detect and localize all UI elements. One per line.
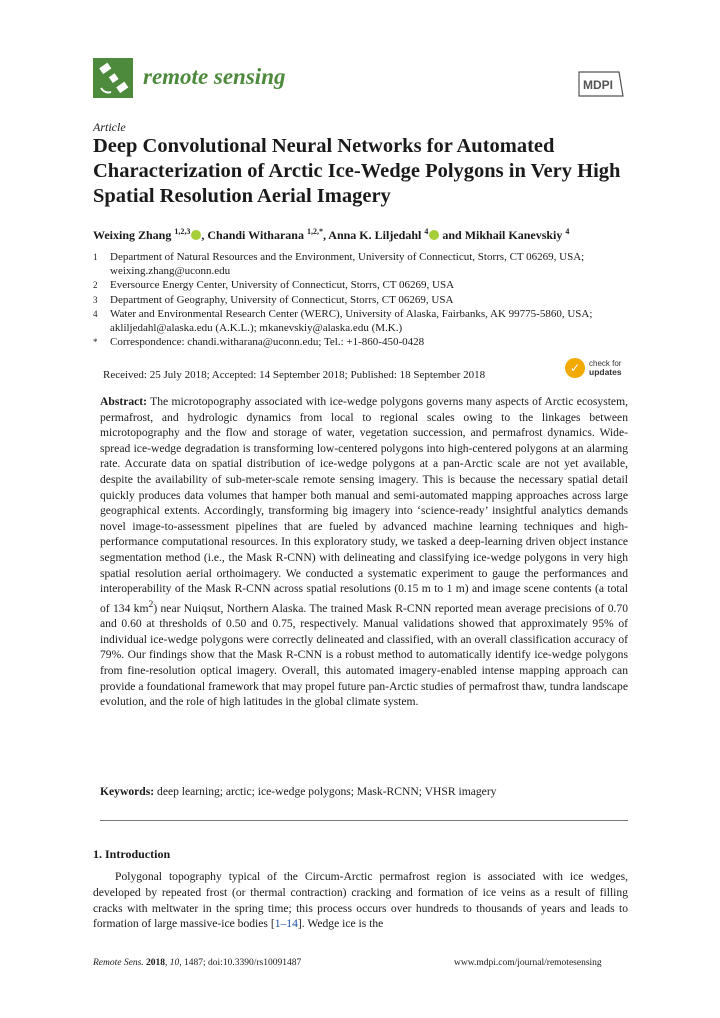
affiliation-text: Water and Environmental Research Center (WERC), University of Alaska, Fairbanks, AK 99775-5860, USA; akliljedahl@alaska.edu (A.K.L.); mkanevskiy@alaska.edu (M.K.)	[110, 307, 593, 335]
author-name: Mikhail Kanevskiy	[464, 228, 566, 242]
orcid-icon[interactable]	[191, 230, 201, 240]
footer-year: 2018	[146, 958, 166, 968]
author-list	[93, 227, 569, 243]
intro-text: Polygonal topography typical of the Circum-Arctic permafrost region is associated with ice wedges, developed by repeated frost (or thermal contraction) cracking and formation of ice veins as a result of filling cracks with meltwater in the spring time; this process occurs over hundreds to thousands of years and leads to formation of large massive-ice bodies [	[93, 870, 628, 931]
author-name: Chandi Witharana	[207, 228, 307, 242]
footer-journal: Remote Sens.	[93, 958, 144, 968]
citation-link[interactable]: 1–14	[274, 917, 298, 931]
author-separator: ,	[322, 228, 329, 242]
check-icon: ✓	[565, 358, 585, 378]
keywords-text: deep learning; arctic; ice-wedge polygons; Mask-RCNN; VHSR imagery	[157, 785, 497, 798]
author-name: Weixing Zhang	[93, 228, 175, 242]
keywords	[100, 785, 628, 798]
paper-title: Deep Convolutional Neural Networks for Automated Characterization of Arctic Ice-Wedge Polygons in Very High Spatial Resolution Aerial Imagery	[93, 135, 621, 207]
publisher-name: MDPI	[583, 78, 613, 92]
check-for-updates-badge[interactable]	[565, 358, 622, 378]
author-affiliation-marker: 4	[565, 227, 570, 236]
affiliation-number: 1	[93, 252, 98, 262]
keywords-label: Keywords:	[100, 785, 155, 798]
section-heading: 1. Introduction	[93, 847, 171, 861]
abstract-label: Abstract:	[100, 395, 148, 408]
author-affiliation-marker: 1,2,3	[174, 227, 191, 236]
affiliation-number: 3	[93, 294, 98, 305]
author-name: Anna K. Liljedahl	[328, 228, 425, 242]
publication-dates: Received: 25 July 2018; Accepted: 14 September 2018; Published: 18 September 2018	[103, 369, 486, 381]
abstract	[100, 394, 628, 710]
author-separator: and	[439, 228, 465, 242]
affiliation-text: Eversource Energy Center, University of Connecticut, Storrs, CT 06269, USA	[110, 279, 455, 292]
journal-name: remote sensing	[143, 64, 286, 89]
check-updates-line1: check for	[589, 359, 622, 368]
affiliation-item	[93, 278, 633, 292]
author-affiliation-marker: 4	[424, 227, 429, 236]
footer-doi: , 1487; doi:10.3390/rs10091487	[179, 958, 302, 968]
abstract-superscript: 2	[148, 598, 154, 610]
intro-text-tail: ]. Wedge ice is the	[297, 917, 384, 931]
orcid-icon[interactable]	[429, 230, 439, 240]
footer-url[interactable]: www.mdpi.com/journal/remotesensing	[454, 958, 602, 968]
publisher-logo	[575, 68, 627, 100]
affiliation-text: Department of Geography, University of Connecticut, Storrs, CT 06269, USA	[110, 293, 454, 306]
introduction-paragraph	[93, 869, 628, 932]
author-affiliation-marker: 1,2,*	[306, 227, 323, 236]
section-divider	[100, 820, 628, 821]
affiliation-number: 2	[93, 280, 98, 291]
satellite-icon	[93, 58, 133, 98]
affiliation-item	[93, 335, 633, 349]
abstract-text: The microtopography associated with ice-wedge polygons governs many aspects of Arctic ecosystem, permafrost, and hydrologic dynamics from local to regional scales owing to the linkages between microtopography and the flow and storage of water, vegetation succession, and permafrost dynamics. Wide-spread ice-wedge degradation is transforming low-centered polygons into high-centered polygons at an alarming rate. Accurate data on spatial distribution of ice-wedge polygons at a pan-Arctic scale are not yet available, despite the availability of sub-meter-scale remote sensing imagery. This is because the necessary spatial detail quickly produces data volumes that hamper both manual and semi-automated mapping approaches across large geographical extents. Accordingly, transforming big imagery into ‘science-ready’ insightful analytics demands novel image-to-assessment pipelines that are fueled by advanced machine learning techniques and high-performance computational resources. In this exploratory study, we tasked a deep-learning driven object instance segmentation method (i.e., the Mask R-CNN) with delineating and classifying ice-wedge polygons in very high spatial resolution aerial orthoimagery. We conducted a systematic experiment to gauge the performances and interoperability of the Mask R-CNN across spatial resolutions (0.15 m to 1 m) and image scene contents (a total of 134 km	[100, 395, 628, 615]
affiliation-item	[93, 293, 633, 307]
affiliations	[93, 250, 633, 349]
footer-citation: Remote Sens. 2018, 10, 1487; doi:10.3390/rs10091487	[93, 958, 302, 968]
check-updates-line2: updates	[589, 367, 622, 377]
affiliation-text: Correspondence: chandi.witharana@uconn.edu; Tel.: +1-860-450-0428	[110, 336, 425, 349]
affiliation-number: 4	[93, 308, 98, 319]
author-separator: ,	[201, 228, 208, 242]
abstract-text-tail: ) near Nuiqsut, Northern Alaska. The trained Mask R-CNN reported mean average precisions of 0.70 and 0.60 at thresholds of 0.50 and 0.75, respectively. Manual validations showed that approximately 95% of individual ice-wedge polygons were correctly delineated and classified, with an overall classification accuracy of 79%. Our findings show that the Mask R-CNN is a robust method to automatically identify ice-wedge polygons from fine-resolution optical imagery. Overall, this automated imagery-enabled intense mapping approach can provide a foundational framework that may propel future pan-Arctic studies of permafrost thaw, tundra landscape evolution, and the role of high latitudes in the global climate system.	[100, 601, 628, 709]
article-type: Article	[93, 120, 126, 134]
affiliation-item	[93, 250, 633, 278]
affiliation-text: Department of Natural Resources and the Environment, University of Connecticut, Storrs, CT 06269, USA; weixing.zhang@uconn.edu	[110, 251, 585, 278]
affiliation-number: *	[93, 337, 98, 348]
affiliation-item	[93, 307, 633, 335]
footer-volume: 10	[169, 958, 180, 968]
